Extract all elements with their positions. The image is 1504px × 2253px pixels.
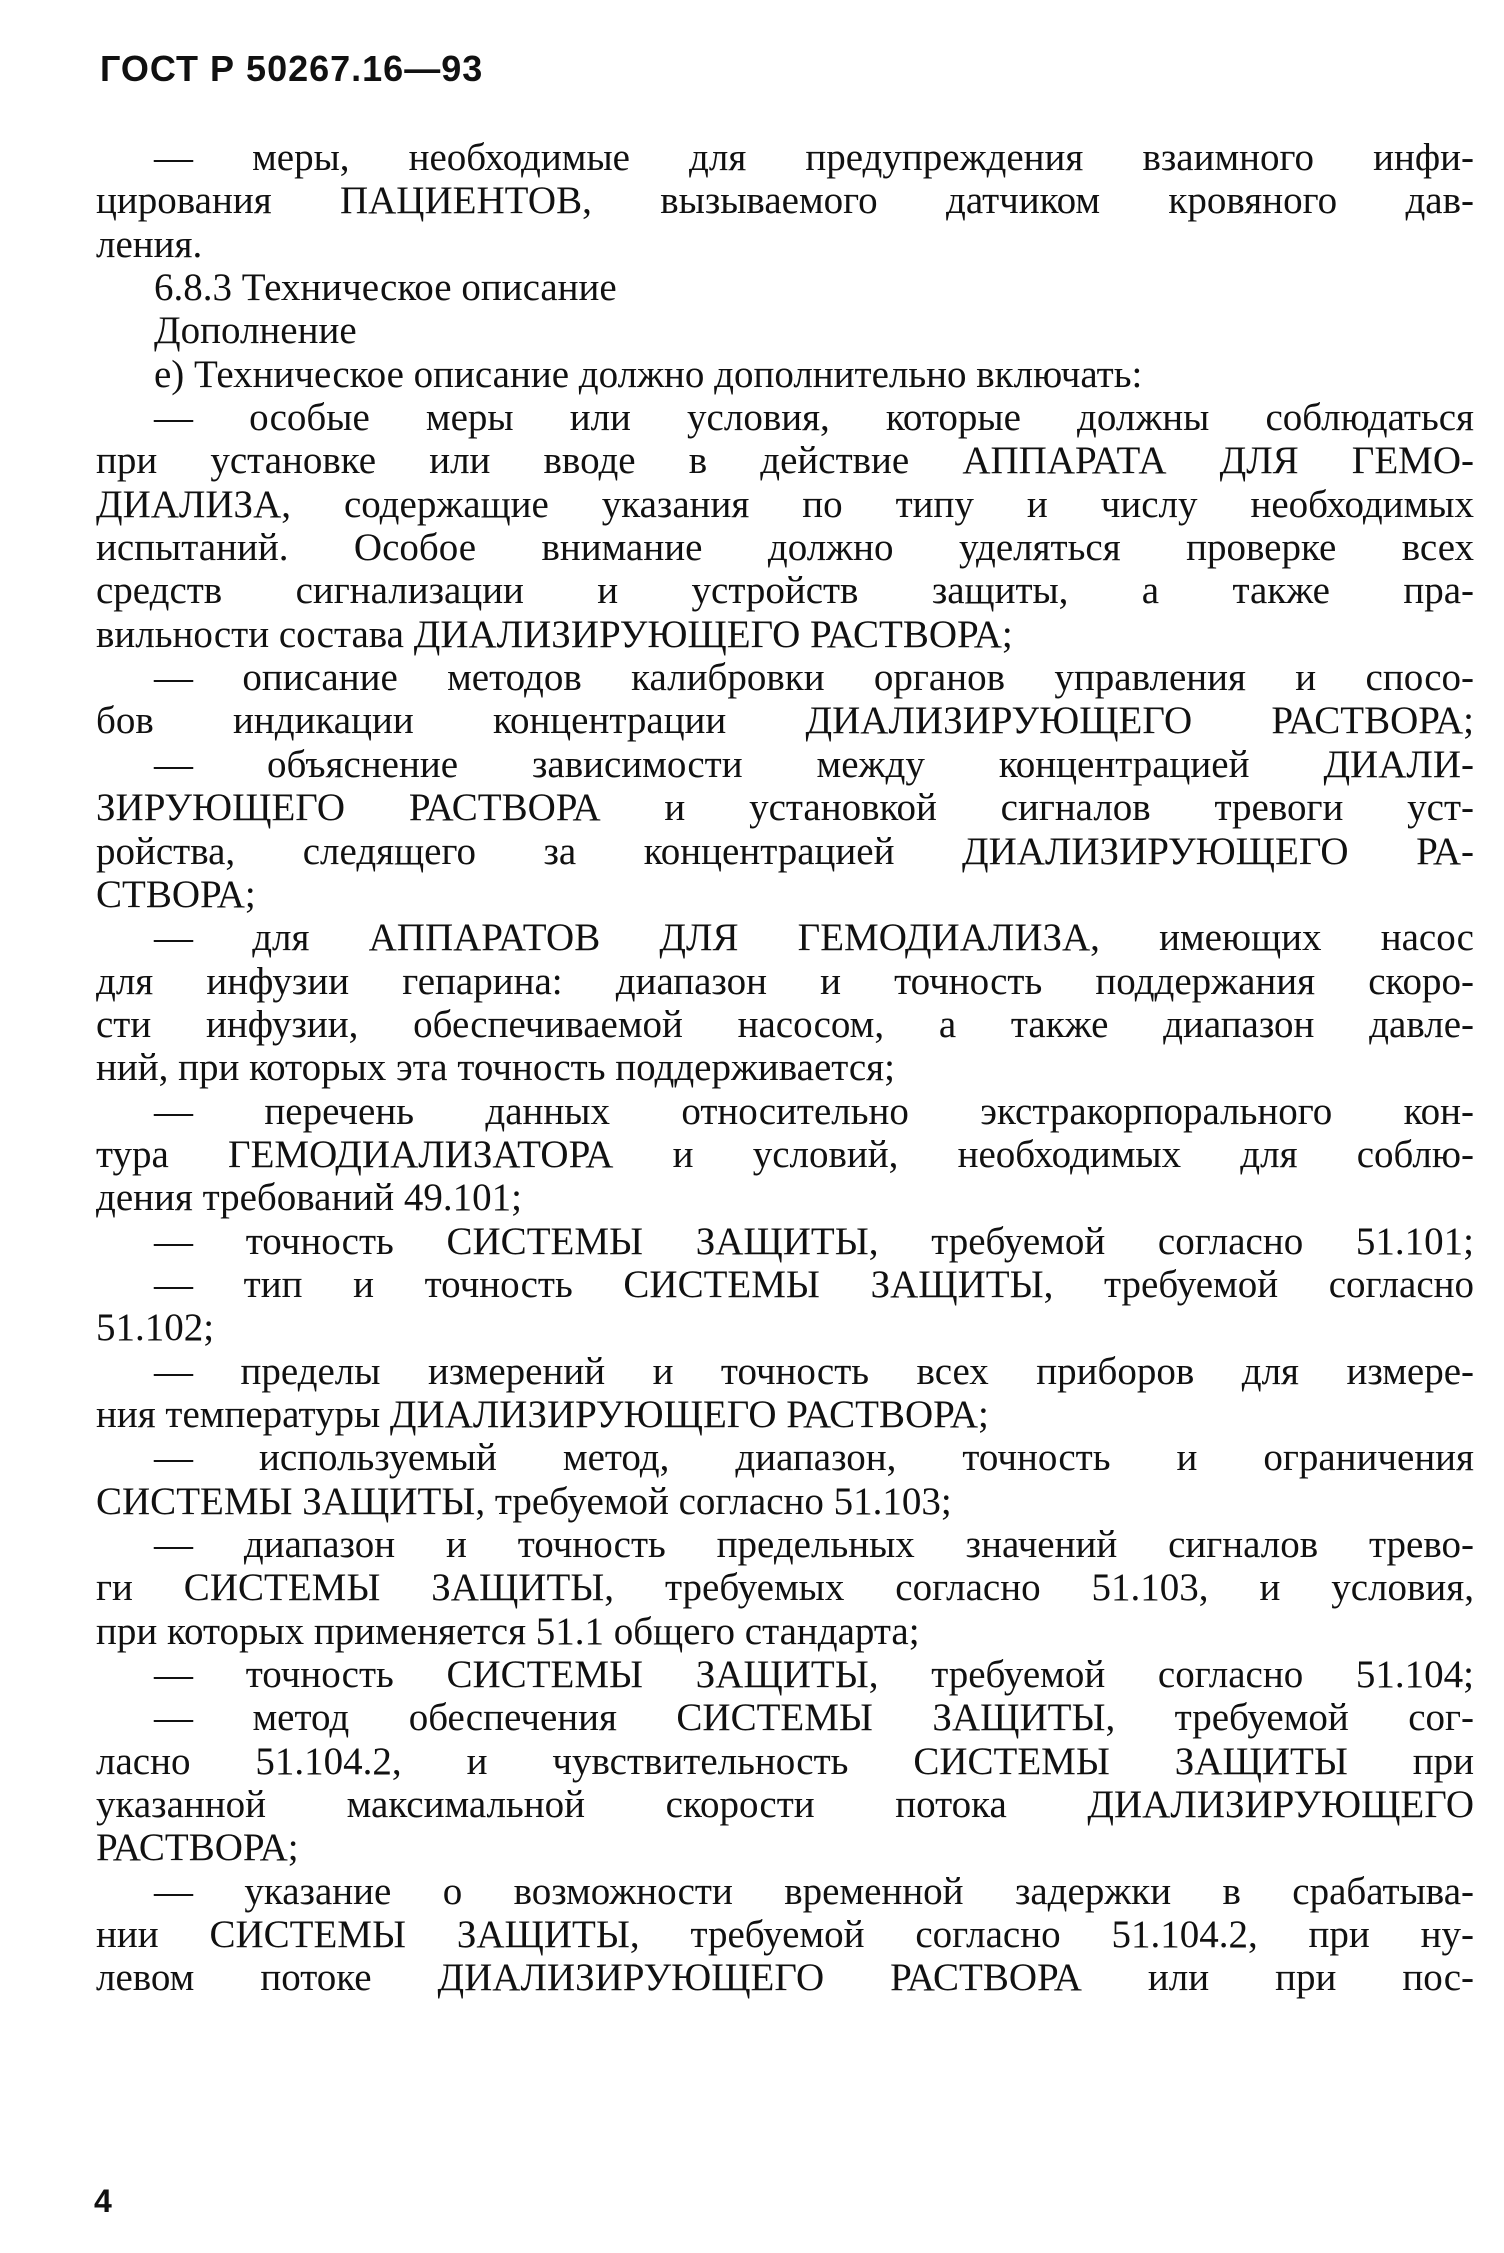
text-line: ласно 51.104.2, и чувствительность СИСТЕМЫ ЗАЩИТЫ при — [96, 1739, 1474, 1783]
document-body — [96, 136, 1474, 2000]
text-line: — тип и точность СИСТЕМЫ ЗАЩИТЫ, требуемой согласно — [154, 1262, 1474, 1306]
text-line: при установке или вводе в действие АППАРАТА ДЛЯ ГЕМО- — [96, 439, 1474, 483]
text-line: нии СИСТЕМЫ ЗАЩИТЫ, требуемой согласно 51.104.2, при ну- — [96, 1913, 1474, 1957]
text-line: — перечень данных относительно экстракорпорального кон- — [154, 1089, 1474, 1133]
page-header: ГОСТ Р 50267.16—93 — [100, 48, 484, 89]
text-line: ний, при которых эта точность поддерживается; — [96, 1046, 895, 1090]
text-line: — объяснение зависимости между концентрацией ДИАЛИ- — [154, 742, 1474, 786]
text-line: — описание методов калибровки органов управления и спосо- — [154, 656, 1474, 700]
text-line: — для АППАРАТОВ ДЛЯ ГЕМОДИАЛИЗА, имеющих насос — [154, 916, 1474, 960]
text-line: — диапазон и точность предельных значений сигналов трево- — [154, 1523, 1474, 1566]
text-line: СИСТЕМЫ ЗАЩИТЫ, требуемой согласно 51.103; — [96, 1479, 952, 1523]
text-line: 6.8.3 Техническое описание — [154, 266, 617, 310]
text-line: ления. — [96, 222, 203, 266]
text-line: левом потоке ДИАЛИЗИРУЮЩЕГО РАСТВОРА или при пос- — [96, 1956, 1474, 2000]
text-line: Дополнение — [154, 309, 357, 353]
text-line: указанной максимальной скорости потока ДИАЛИЗИРУЮЩЕГО — [96, 1783, 1474, 1827]
text-line: е) Техническое описание должно дополнительно включать: — [154, 352, 1143, 396]
page-number: 4 — [94, 2183, 112, 2219]
text-line: бов индикации концентрации ДИАЛИЗИРУЮЩЕГО РАСТВОРА; — [96, 699, 1474, 743]
text-line: РАСТВОРА; — [96, 1826, 299, 1870]
text-line: цирования ПАЦИЕНТОВ, вызываемого датчиком кровяного дав- — [96, 179, 1474, 223]
text-line: — особые меры или условия, которые должны соблюдаться — [154, 396, 1474, 440]
text-line: — меры, необходимые для предупреждения взаимного инфи- — [154, 136, 1474, 179]
text-line: ДИАЛИЗА, содержащие указания по типу и числу необходимых — [96, 482, 1474, 526]
text-line: — указание о возможности временной задержки в срабатыва- — [154, 1869, 1474, 1913]
text-line: — метод обеспечения СИСТЕМЫ ЗАЩИТЫ, требуемой сог- — [154, 1696, 1474, 1740]
text-line: — точность СИСТЕМЫ ЗАЩИТЫ, требуемой согласно 51.104; — [154, 1653, 1474, 1697]
text-line: — используемый метод, диапазон, точность и ограничения — [154, 1436, 1474, 1480]
text-line: при которых применяется 51.1 общего стандарта; — [96, 1609, 920, 1653]
text-line: дения требований 49.101; — [96, 1176, 522, 1220]
text-line: ги СИСТЕМЫ ЗАЩИТЫ, требуемых согласно 51.103, и условия, — [96, 1566, 1474, 1610]
text-line: тура ГЕМОДИАЛИЗАТОРА и условий, необходимых для соблю- — [96, 1132, 1474, 1176]
text-line: ния температуры ДИАЛИЗИРУЮЩЕГО РАСТВОРА; — [96, 1392, 989, 1436]
text-line: ройства, следящего за концентрацией ДИАЛИЗИРУЮЩЕГО РА- — [96, 829, 1474, 873]
text-line: сти инфузии, обеспечиваемой насосом, а также диапазон давле- — [96, 1002, 1474, 1046]
text-line: средств сигнализации и устройств защиты, а также пра- — [96, 569, 1474, 613]
text-line: 51.102; — [96, 1306, 215, 1350]
text-line: — пределы измерений и точность всех приборов для измере- — [154, 1349, 1474, 1393]
text-line: СТВОРА; — [96, 872, 256, 916]
text-line: для инфузии гепарина: диапазон и точность поддержания скоро- — [96, 959, 1474, 1003]
text-line: ЗИРУЮЩЕГО РАСТВОРА и установкой сигналов тревоги уст- — [96, 786, 1474, 830]
text-line: вильности состава ДИАЛИЗИРУЮЩЕГО РАСТВОРА; — [96, 612, 1013, 656]
text-line: испытаний. Особое внимание должно уделяться проверке всех — [96, 526, 1474, 570]
text-line: — точность СИСТЕМЫ ЗАЩИТЫ, требуемой согласно 51.101; — [154, 1219, 1474, 1263]
